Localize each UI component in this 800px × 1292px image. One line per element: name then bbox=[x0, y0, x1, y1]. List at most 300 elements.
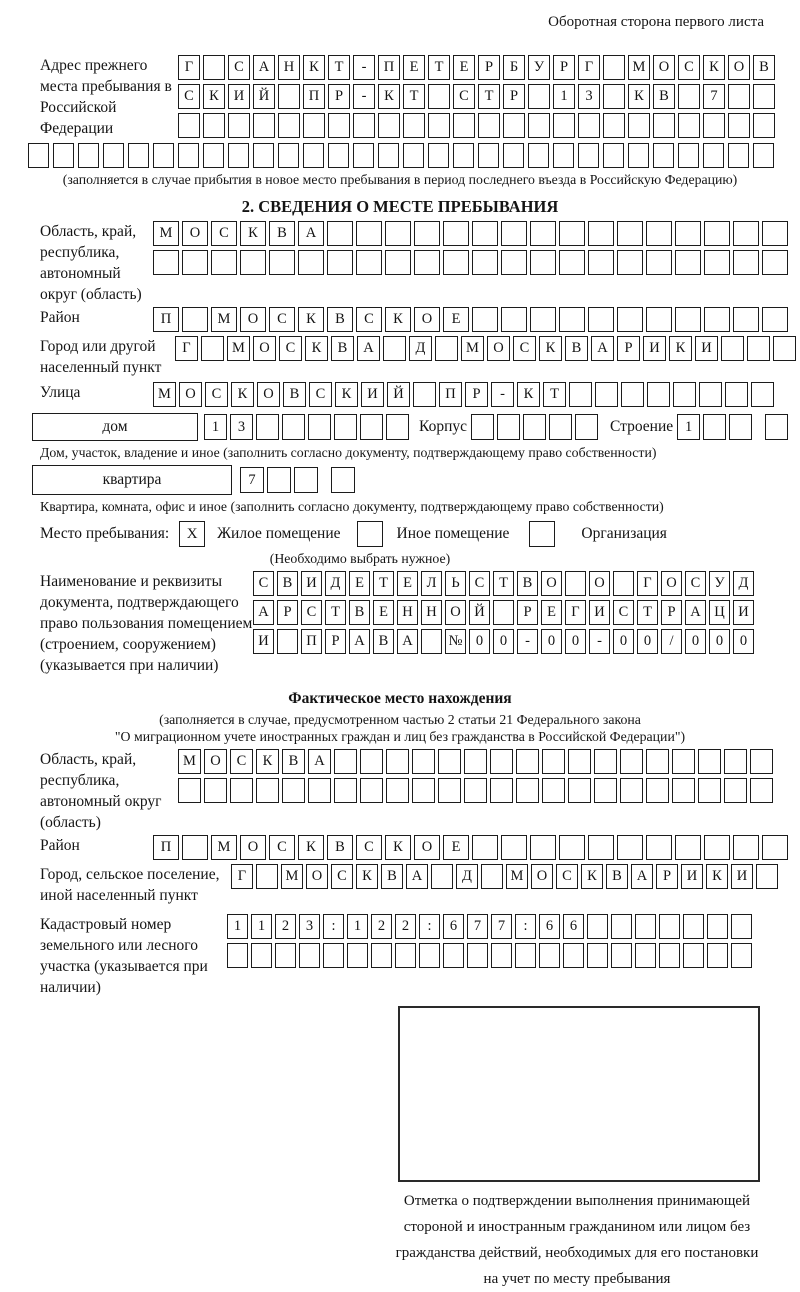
char-cell bbox=[178, 143, 199, 168]
char-cell: К bbox=[706, 864, 728, 889]
char-cell: А bbox=[349, 629, 370, 654]
char-cell bbox=[530, 835, 556, 860]
char-cell bbox=[228, 113, 250, 138]
prev-address-row-3[interactable] bbox=[178, 113, 775, 138]
char-cell bbox=[182, 835, 208, 860]
char-cell: Й bbox=[387, 382, 410, 407]
char-cell: В bbox=[565, 336, 588, 361]
char-cell: О bbox=[653, 55, 675, 80]
char-cell bbox=[678, 143, 699, 168]
stroenie-cells[interactable] bbox=[677, 414, 788, 440]
char-cell bbox=[472, 307, 498, 332]
char-cell bbox=[728, 84, 750, 109]
char-cell: И bbox=[228, 84, 250, 109]
char-cell: К bbox=[669, 336, 692, 361]
char-cell: Р bbox=[553, 55, 575, 80]
cadastre-block bbox=[0, 914, 800, 998]
char-cell: 0 bbox=[493, 629, 514, 654]
char-cell bbox=[282, 778, 305, 803]
char-cell bbox=[464, 749, 487, 774]
char-cell: С bbox=[230, 749, 253, 774]
char-cell bbox=[182, 250, 208, 275]
char-cell: 6 bbox=[443, 914, 464, 939]
char-cell: К bbox=[356, 864, 378, 889]
char-cell bbox=[575, 414, 598, 440]
char-cell bbox=[569, 382, 592, 407]
char-cell: И bbox=[731, 864, 753, 889]
char-cell bbox=[704, 250, 730, 275]
char-cell: А bbox=[591, 336, 614, 361]
char-cell: О bbox=[182, 221, 208, 246]
char-cell: М bbox=[227, 336, 250, 361]
char-cell bbox=[128, 143, 149, 168]
char-cell bbox=[419, 943, 440, 968]
char-cell: : bbox=[419, 914, 440, 939]
char-cell bbox=[635, 943, 656, 968]
district-row[interactable] bbox=[153, 307, 788, 332]
char-cell bbox=[603, 55, 625, 80]
char-cell: О bbox=[253, 336, 276, 361]
char-cell: Р bbox=[328, 84, 350, 109]
char-cell: О bbox=[445, 600, 466, 625]
char-cell bbox=[256, 778, 279, 803]
char-cell bbox=[750, 778, 773, 803]
prev-address-row-2[interactable] bbox=[178, 84, 775, 109]
char-cell: В bbox=[517, 571, 538, 596]
char-cell bbox=[595, 382, 618, 407]
char-cell bbox=[646, 250, 672, 275]
caption-line: на учет по месту пребывания bbox=[483, 1271, 671, 1287]
char-cell bbox=[753, 143, 774, 168]
char-cell: 6 bbox=[539, 914, 560, 939]
char-cell bbox=[603, 143, 624, 168]
char-cell bbox=[611, 943, 632, 968]
char-cell bbox=[578, 143, 599, 168]
char-cell bbox=[707, 914, 728, 939]
prev-address-note: (заполняется в случае прибытия в новое место пребывания в период последнего въезда в Российскую Федерацию) bbox=[62, 172, 738, 187]
char-cell bbox=[578, 113, 600, 138]
char-cell bbox=[587, 943, 608, 968]
actual-district-label: Район bbox=[40, 837, 80, 854]
actual-region-row-1[interactable] bbox=[178, 749, 773, 774]
char-cell: М bbox=[178, 749, 201, 774]
char-cell bbox=[383, 336, 406, 361]
char-cell bbox=[659, 914, 680, 939]
char-cell: С bbox=[613, 600, 634, 625]
region-row-1[interactable] bbox=[153, 221, 788, 246]
char-cell bbox=[253, 143, 274, 168]
char-cell bbox=[385, 250, 411, 275]
char-cell bbox=[542, 749, 565, 774]
char-cell: К bbox=[703, 55, 725, 80]
char-cell: А bbox=[397, 629, 418, 654]
stamp-box bbox=[398, 1006, 760, 1182]
char-cell bbox=[530, 307, 556, 332]
city-row[interactable] bbox=[175, 336, 796, 361]
char-cell: П bbox=[439, 382, 462, 407]
apartment-note: Квартира, комната, офис и иное (заполнить согласно документу, подтверждающему право собственности) bbox=[40, 499, 664, 514]
char-cell bbox=[472, 250, 498, 275]
char-cell bbox=[298, 250, 324, 275]
char-cell: О bbox=[240, 835, 266, 860]
char-cell bbox=[704, 835, 730, 860]
char-cell bbox=[762, 250, 788, 275]
section2-title: 2. СВЕДЕНИЯ О МЕСТЕ ПРЕБЫВАНИЯ bbox=[241, 197, 559, 216]
char-cell bbox=[503, 113, 525, 138]
char-cell bbox=[453, 143, 474, 168]
house-row bbox=[0, 413, 800, 441]
char-cell: А bbox=[406, 864, 428, 889]
prev-address-row-4[interactable] bbox=[0, 143, 800, 168]
char-cell bbox=[472, 835, 498, 860]
stay-option-other-label: Иное помещение bbox=[396, 525, 510, 542]
char-cell bbox=[353, 113, 375, 138]
char-cell: П bbox=[153, 835, 179, 860]
char-cell: 7 bbox=[491, 914, 512, 939]
char-cell: Д bbox=[409, 336, 432, 361]
char-cell: К bbox=[305, 336, 328, 361]
char-cell bbox=[490, 778, 513, 803]
char-cell bbox=[747, 336, 770, 361]
char-cell: Е bbox=[443, 835, 469, 860]
apartment-cells[interactable] bbox=[240, 467, 355, 493]
char-cell bbox=[421, 629, 442, 654]
char-cell: 2 bbox=[395, 914, 416, 939]
char-cell: В bbox=[277, 571, 298, 596]
char-cell bbox=[501, 835, 527, 860]
actual-district-row[interactable] bbox=[153, 835, 788, 860]
prev-address-grid[interactable] bbox=[178, 55, 775, 138]
char-cell: И bbox=[643, 336, 666, 361]
street-row[interactable] bbox=[153, 382, 774, 407]
char-cell bbox=[559, 835, 585, 860]
char-cell bbox=[472, 221, 498, 246]
document-block bbox=[0, 571, 800, 676]
char-cell: Г bbox=[175, 336, 198, 361]
char-cell bbox=[230, 778, 253, 803]
char-cell: Е bbox=[541, 600, 562, 625]
char-cell bbox=[728, 113, 750, 138]
char-cell: А bbox=[685, 600, 706, 625]
char-cell bbox=[603, 84, 625, 109]
char-cell bbox=[516, 749, 539, 774]
char-cell bbox=[497, 414, 520, 440]
char-cell bbox=[323, 943, 344, 968]
char-cell: О bbox=[531, 864, 553, 889]
char-cell bbox=[278, 143, 299, 168]
char-cell bbox=[678, 84, 700, 109]
char-cell bbox=[478, 113, 500, 138]
document-label: Наименование и реквизиты документа, подтверждающего право пользования помещением (строением, сооружением) (указывается при наличии) bbox=[40, 573, 253, 674]
char-cell: 0 bbox=[541, 629, 562, 654]
document-row-2[interactable] bbox=[253, 600, 754, 625]
char-cell: Т bbox=[428, 55, 450, 80]
actual-region-label: Область, край, республика, автономный округ (область) bbox=[40, 751, 162, 831]
char-cell bbox=[635, 914, 656, 939]
char-cell bbox=[646, 835, 672, 860]
char-cell: Г bbox=[231, 864, 253, 889]
char-cell: 6 bbox=[563, 914, 584, 939]
char-cell bbox=[613, 571, 634, 596]
actual-city-block bbox=[0, 864, 800, 906]
actual-location-note-1: (заполняется в случае, предусмотренном частью 2 статьи 21 Федерального закона bbox=[159, 712, 641, 727]
char-cell: : bbox=[323, 914, 344, 939]
char-cell bbox=[553, 143, 574, 168]
checkbox-residential[interactable]: X bbox=[179, 521, 205, 547]
char-cell bbox=[628, 113, 650, 138]
char-cell bbox=[559, 250, 585, 275]
char-cell: А bbox=[298, 221, 324, 246]
char-cell bbox=[628, 143, 649, 168]
char-cell: - bbox=[517, 629, 538, 654]
char-cell: А bbox=[253, 600, 274, 625]
char-cell bbox=[103, 143, 124, 168]
char-cell bbox=[620, 749, 643, 774]
char-cell: И bbox=[681, 864, 703, 889]
char-cell: 7 bbox=[240, 467, 264, 493]
korpus-label: Корпус bbox=[419, 418, 467, 435]
char-cell: Е bbox=[453, 55, 475, 80]
char-cell bbox=[588, 307, 614, 332]
char-cell: : bbox=[515, 914, 536, 939]
char-cell bbox=[153, 250, 179, 275]
char-cell: С bbox=[205, 382, 228, 407]
char-cell bbox=[733, 250, 759, 275]
char-cell bbox=[568, 749, 591, 774]
char-cell bbox=[725, 382, 748, 407]
char-cell: С bbox=[513, 336, 536, 361]
cadastre-row-1[interactable] bbox=[227, 914, 752, 939]
char-cell bbox=[528, 84, 550, 109]
char-cell bbox=[673, 382, 696, 407]
char-cell bbox=[765, 414, 788, 440]
document-row-1[interactable] bbox=[253, 571, 754, 596]
char-cell: С bbox=[178, 84, 200, 109]
char-cell bbox=[588, 835, 614, 860]
char-cell: К bbox=[581, 864, 603, 889]
char-cell bbox=[750, 749, 773, 774]
char-cell bbox=[733, 221, 759, 246]
char-cell: 0 bbox=[709, 629, 730, 654]
char-cell: Н bbox=[278, 55, 300, 80]
char-cell: Т bbox=[637, 600, 658, 625]
char-cell: О bbox=[661, 571, 682, 596]
char-cell: М bbox=[153, 382, 176, 407]
char-cell bbox=[275, 943, 296, 968]
char-cell: 0 bbox=[733, 629, 754, 654]
char-cell bbox=[672, 778, 695, 803]
char-cell: В bbox=[653, 84, 675, 109]
char-cell: № bbox=[445, 629, 466, 654]
char-cell: С bbox=[301, 600, 322, 625]
actual-city-row[interactable] bbox=[231, 864, 778, 889]
char-cell: Н bbox=[421, 600, 442, 625]
char-cell: С bbox=[269, 307, 295, 332]
actual-location-note-2: "О миграционном учете иностранных граждан и лиц без гражданства в Российской Федерации") bbox=[114, 729, 686, 744]
char-cell bbox=[443, 221, 469, 246]
char-cell bbox=[523, 414, 546, 440]
char-cell bbox=[360, 749, 383, 774]
cadastre-row-2[interactable] bbox=[227, 943, 752, 968]
char-cell bbox=[733, 307, 759, 332]
char-cell bbox=[182, 307, 208, 332]
char-cell: В bbox=[381, 864, 403, 889]
char-cell bbox=[240, 250, 266, 275]
char-cell: - bbox=[353, 55, 375, 80]
char-cell: Б bbox=[503, 55, 525, 80]
stay-type-note: (Необходимо выбрать нужное) bbox=[269, 551, 451, 566]
street-label: Улица bbox=[40, 384, 81, 401]
char-cell bbox=[414, 221, 440, 246]
char-cell: С bbox=[356, 307, 382, 332]
char-cell: Н bbox=[397, 600, 418, 625]
char-cell: В bbox=[606, 864, 628, 889]
char-cell: В bbox=[269, 221, 295, 246]
char-cell: И bbox=[253, 629, 274, 654]
char-cell: О bbox=[306, 864, 328, 889]
char-cell bbox=[501, 307, 527, 332]
char-cell bbox=[453, 113, 475, 138]
char-cell bbox=[478, 143, 499, 168]
house-box-label: дом bbox=[32, 413, 198, 441]
char-cell bbox=[563, 943, 584, 968]
char-cell bbox=[78, 143, 99, 168]
char-cell: И bbox=[361, 382, 384, 407]
document-row-3[interactable] bbox=[253, 629, 754, 654]
char-cell: Г bbox=[637, 571, 658, 596]
char-cell: В bbox=[373, 629, 394, 654]
char-cell bbox=[530, 221, 556, 246]
char-cell: К bbox=[628, 84, 650, 109]
stay-option-residential-label: Жилое помещение bbox=[217, 525, 341, 542]
checkbox-organization[interactable] bbox=[529, 521, 555, 547]
char-cell: К bbox=[298, 835, 324, 860]
char-cell: Р bbox=[465, 382, 488, 407]
char-cell: 1 bbox=[204, 414, 227, 440]
char-cell: С bbox=[309, 382, 332, 407]
char-cell: Т bbox=[328, 55, 350, 80]
char-cell bbox=[356, 250, 382, 275]
char-cell bbox=[528, 143, 549, 168]
region-row-2[interactable] bbox=[153, 250, 788, 275]
prev-address-row-1[interactable] bbox=[178, 55, 775, 80]
house-number-cells[interactable] bbox=[204, 414, 409, 440]
char-cell bbox=[528, 113, 550, 138]
char-cell: Е bbox=[403, 55, 425, 80]
char-cell: Т bbox=[373, 571, 394, 596]
region-label: Область, край, республика, автономный округ (область) bbox=[40, 223, 142, 303]
char-cell: О bbox=[204, 749, 227, 774]
region-block bbox=[0, 221, 800, 305]
char-cell: 7 bbox=[467, 914, 488, 939]
char-cell bbox=[53, 143, 74, 168]
char-cell: 1 bbox=[677, 414, 700, 440]
char-cell bbox=[378, 143, 399, 168]
actual-district-block bbox=[0, 835, 800, 860]
char-cell bbox=[501, 250, 527, 275]
char-cell bbox=[503, 143, 524, 168]
char-cell bbox=[328, 113, 350, 138]
char-cell bbox=[203, 55, 225, 80]
char-cell: А bbox=[253, 55, 275, 80]
char-cell: К bbox=[385, 307, 411, 332]
char-cell: К bbox=[240, 221, 266, 246]
char-cell bbox=[620, 778, 643, 803]
char-cell: К bbox=[378, 84, 400, 109]
district-label: Район bbox=[40, 309, 80, 326]
char-cell: 1 bbox=[227, 914, 248, 939]
actual-region-block bbox=[0, 749, 800, 833]
char-cell: Ц bbox=[709, 600, 730, 625]
char-cell bbox=[428, 143, 449, 168]
char-cell bbox=[267, 467, 291, 493]
char-cell bbox=[621, 382, 644, 407]
char-cell bbox=[443, 250, 469, 275]
char-cell: О bbox=[179, 382, 202, 407]
char-cell: У bbox=[709, 571, 730, 596]
char-cell bbox=[707, 943, 728, 968]
char-cell: С bbox=[279, 336, 302, 361]
char-cell: 0 bbox=[613, 629, 634, 654]
char-cell bbox=[294, 467, 318, 493]
char-cell bbox=[756, 864, 778, 889]
char-cell: Д bbox=[733, 571, 754, 596]
char-cell bbox=[762, 835, 788, 860]
char-cell bbox=[403, 143, 424, 168]
char-cell bbox=[327, 250, 353, 275]
char-cell bbox=[672, 749, 695, 774]
char-cell bbox=[553, 113, 575, 138]
char-cell bbox=[386, 749, 409, 774]
char-cell: Й bbox=[469, 600, 490, 625]
char-cell bbox=[588, 250, 614, 275]
district-block bbox=[0, 307, 800, 332]
char-cell: В bbox=[331, 336, 354, 361]
char-cell bbox=[549, 414, 572, 440]
char-cell bbox=[753, 84, 775, 109]
stay-type-label: Место пребывания: bbox=[40, 525, 170, 542]
prev-address-block bbox=[0, 55, 800, 139]
char-cell: Т bbox=[325, 600, 346, 625]
actual-region-row-2[interactable] bbox=[178, 778, 773, 803]
char-cell: 0 bbox=[469, 629, 490, 654]
char-cell bbox=[228, 143, 249, 168]
char-cell bbox=[178, 778, 201, 803]
char-cell: М bbox=[281, 864, 303, 889]
char-cell bbox=[327, 221, 353, 246]
apartment-row bbox=[0, 465, 800, 495]
char-cell bbox=[347, 943, 368, 968]
char-cell bbox=[678, 113, 700, 138]
house-note: Дом, участок, владение и иное (заполнить согласно документу, подтверждающему право собственности) bbox=[40, 445, 657, 460]
checkbox-other-premises[interactable] bbox=[357, 521, 383, 547]
char-cell bbox=[653, 113, 675, 138]
char-cell: О bbox=[589, 571, 610, 596]
char-cell bbox=[559, 221, 585, 246]
char-cell: К bbox=[298, 307, 324, 332]
char-cell: 7 bbox=[703, 84, 725, 109]
char-cell bbox=[334, 414, 357, 440]
char-cell bbox=[334, 778, 357, 803]
char-cell: С bbox=[228, 55, 250, 80]
cadastre-label: Кадастровый номер земельного или лесного участка (указывается при наличии) bbox=[40, 916, 208, 996]
char-cell bbox=[646, 307, 672, 332]
char-cell: М bbox=[506, 864, 528, 889]
char-cell: Т bbox=[478, 84, 500, 109]
char-cell bbox=[683, 943, 704, 968]
korpus-cells[interactable] bbox=[471, 414, 598, 440]
char-cell: 1 bbox=[251, 914, 272, 939]
